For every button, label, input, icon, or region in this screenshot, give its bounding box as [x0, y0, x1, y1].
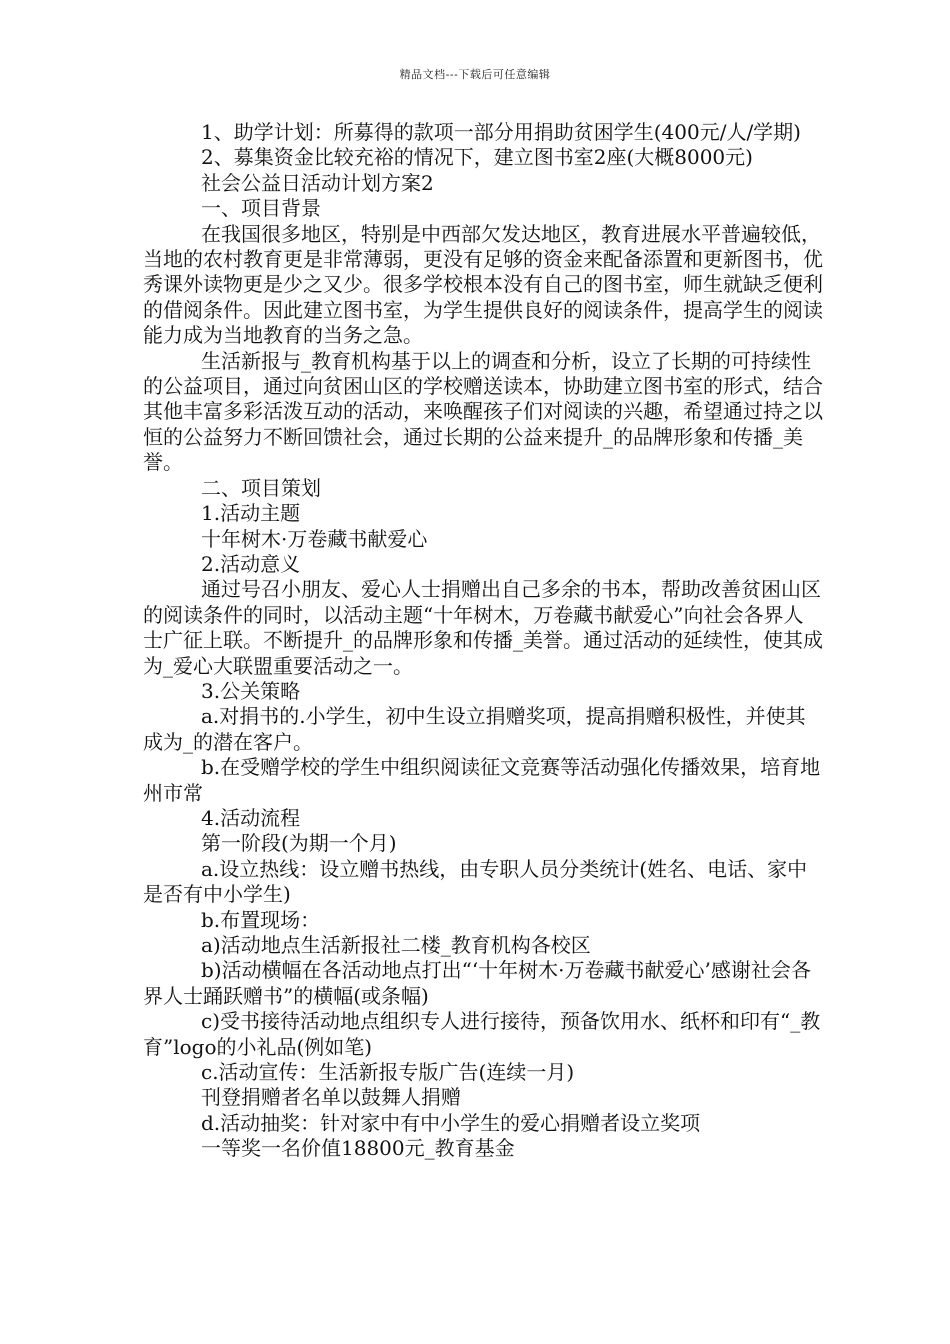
- section-heading: 一、项目背景: [201, 196, 321, 221]
- section-heading: 二、项目策划: [201, 475, 321, 500]
- section-title: 社会公益日活动计划方案2: [201, 170, 434, 195]
- paragraph: b.在受赠学校的学生中组织阅读征文竞赛等活动强化传播效果，培育地州市常: [143, 755, 821, 805]
- paragraph: a)活动地点生活新报社二楼_教育机构各校区: [201, 933, 591, 957]
- subsection-heading: 3.公关策略: [201, 678, 301, 703]
- subsection-heading: 2.活动意义: [201, 551, 301, 576]
- paragraph: a.对捐书的.小学生，初中生设立捐赠奖项，提高捐赠积极性，并使其成为_的潜在客户。: [143, 704, 806, 754]
- document-body: [143, 120, 823, 1162]
- paragraph: b.布置现场：: [201, 907, 321, 932]
- paragraph: b)活动横幅在各活动地点打出“‘十年树木·万卷藏书献爱心’感谢社会各界人士踊跃赠书”的横幅(或条幅): [143, 958, 811, 1008]
- subsection-heading: 4.活动流程: [201, 805, 301, 830]
- paragraph: 刊登捐赠者名单以鼓舞人捐赠: [201, 1085, 461, 1110]
- paragraph: 第一阶段(为期一个月): [201, 831, 397, 856]
- paragraph: 一等奖一名价值18800元_教育基金: [201, 1136, 515, 1161]
- subsection-heading: 1.活动主题: [201, 501, 301, 526]
- paragraph: 1、助学计划：所募得的款项一部分用捐助贫困学生(400元/人/学期): [201, 120, 801, 144]
- paragraph: a.设立热线：设立赠书热线，由专职人员分类统计(姓名、电话、家中是否有中小学生): [143, 856, 808, 907]
- paragraph: 十年树木·万卷藏书献爱心: [201, 526, 428, 551]
- paragraph: c.活动宣传：生活新报专版广告(连续一月): [201, 1060, 575, 1085]
- page-header: 精品文档---下载后可任意编辑: [399, 68, 551, 81]
- paragraph: c)受书接待活动地点组织专人进行接待，预备饮用水、纸杯和印有“_教育”logo的小礼品(例如笔): [143, 1009, 821, 1059]
- paragraph: 生活新报与_教育机构基于以上的调查和分析，设立了长期的可持续性的公益项目，通过向贫困山区的学校赠送读本，协助建立图书室的形式，结合其他丰富多彩活泼互动的活动，来唤醒孩子们对阅读的兴趣，希望通过持之以恒的公益努力不断回馈社会，通过长期的公益来提升_的品牌形象和传播_美誉。: [143, 348, 823, 475]
- paragraph: 2、募集资金比较充裕的情况下，建立图书室2座(大概8000元): [201, 145, 753, 170]
- paragraph: d.活动抽奖：针对家中有中小学生的爱心捐赠者设立奖项: [201, 1110, 701, 1135]
- paragraph: 通过号召小朋友、爱心人士捐赠出自己多余的书本，帮助改善贫困山区的阅读条件的同时，以活动主题“十年树木，万卷藏书献爱心”向社会各界人士广征上联。不断提升_的品牌形象和传播_美誉。通过活动的延续性，使其成为_爱心大联盟重要活动之一。: [143, 577, 823, 678]
- paragraph: 在我国很多地区，特别是中西部欠发达地区，教育进展水平普遍较低，当地的农村教育更是非常薄弱，更没有足够的资金来配备添置和更新图书，优秀课外读物更是少之又少。很多学校根本没有自己的图书室，师生就缺乏便利的借阅条件。因此建立图书室，为学生提供良好的阅读条件，提高学生的阅读能力成为当地教育的当务之急。: [143, 221, 823, 348]
